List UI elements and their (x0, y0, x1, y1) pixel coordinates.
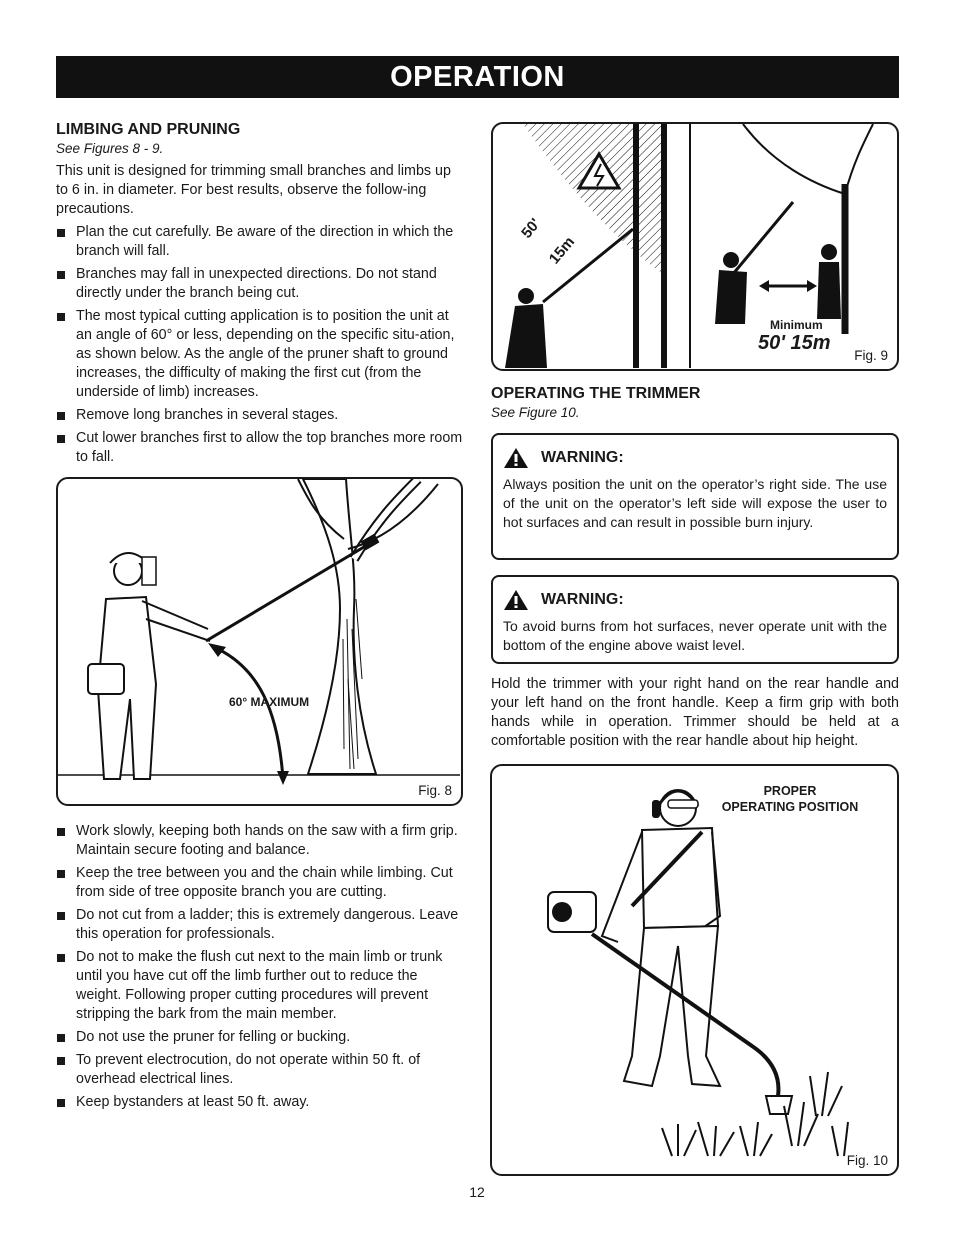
distance-ft-label: 50' (518, 215, 545, 242)
list-item: To prevent electrocution, do not operate within 50 ft. of overhead electrical lines. (56, 1051, 464, 1089)
position-label-line1: PROPER (763, 784, 817, 798)
page-number: 12 (469, 1184, 485, 1200)
limbing-section (56, 120, 464, 471)
figure-caption: Fig. 8 (418, 783, 452, 798)
trimmer-section (491, 384, 899, 426)
warning-title: WARNING: (541, 449, 624, 466)
list-item: Do not to make the flush cut next to the main limb or trunk until you have cut off the limb further out to reduce the weight. Following proper cutting procedures will prevent stripping the bark from the main member. (56, 948, 464, 1024)
list-item: Do not cut from a ladder; this is extremely dangerous. Leave this operation for professionals. (56, 906, 464, 944)
list-item: Plan the cut carefully. Be aware of the direction in which the branch will fall. (56, 223, 464, 261)
limbing-section-continued (56, 818, 464, 1116)
list-item: Cut lower branches first to allow the top branches more room to fall. (56, 429, 464, 467)
distance-m-label: 15m (545, 233, 579, 268)
minimum-distance: 50' 15m (758, 332, 831, 354)
limbing-precautions-list (56, 223, 464, 467)
figure-caption: Fig. 10 (846, 1153, 888, 1168)
warning-text: Always position the unit on the operator’s right side. The use of the unit on the operator’s left side will expose the user to hot surfaces and can result in possible burn injury. (503, 476, 887, 530)
list-item: The most typical cutting application is to position the unit at an angle of 60° or less, depending on the specific situ-ation, as shown below. As the angle of the pruner shaft to ground increases, the difficulty of making the first cut (from the underside of limb) increases. (56, 307, 464, 402)
warning-box-1 (491, 433, 899, 560)
warning-text: To avoid burns from hot surfaces, never operate unit with the bottom of the engine above waist level. (503, 618, 887, 653)
angle-label: 60° MAXIMUM (229, 695, 310, 709)
list-item: Work slowly, keeping both hands on the saw with a firm grip. Maintain secure footing and balance. (56, 822, 464, 860)
section-banner: OPERATION (56, 56, 899, 98)
figure-9 (491, 122, 899, 371)
warning-icon (503, 589, 529, 611)
trimmer-see-figure: See Figure 10. (491, 405, 580, 420)
minimum-label: Minimum (770, 318, 823, 332)
warning-box-2 (491, 575, 899, 664)
list-item: Remove long branches in several stages. (56, 406, 464, 425)
limbing-heading: LIMBING AND PRUNING (56, 121, 241, 138)
list-item: Keep bystanders at least 50 ft. away. (56, 1093, 464, 1112)
warning-icon (503, 447, 529, 469)
list-item: Branches may fall in unexpected directions. Do not stand directly under the branch being cut. (56, 265, 464, 303)
trimmer-operator-illustration (492, 766, 896, 1173)
warning-title: WARNING: (541, 591, 624, 608)
limbing-safety-list (56, 822, 464, 1112)
trimmer-heading: OPERATING THE TRIMMER (491, 385, 701, 402)
figure-caption: Fig. 9 (854, 348, 888, 363)
trimmer-instructions: Hold the trimmer with your right hand on the rear handle and your left hand on the front handle. Keep a firm grip with both hands while in operation. Trimmer should be held at a comfortable position with the rear handle about hip height. (491, 676, 899, 749)
list-item: Do not use the pruner for felling or bucking. (56, 1028, 464, 1047)
limbing-see-figures: See Figures 8 - 9. (56, 141, 164, 156)
list-item: Keep the tree between you and the chain while limbing. Cut from side of tree opposite branch you are cutting. (56, 864, 464, 902)
pruning-illustration (58, 479, 460, 803)
position-label-line2: OPERATING POSITION (721, 800, 859, 814)
limbing-intro: This unit is designed for trimming small branches and limbs up to 6 in. in diameter. For best results, observe the follow-ing precautions. (56, 163, 451, 217)
figure-8 (56, 477, 463, 806)
figure-10 (490, 764, 899, 1176)
position-label (715, 783, 865, 815)
